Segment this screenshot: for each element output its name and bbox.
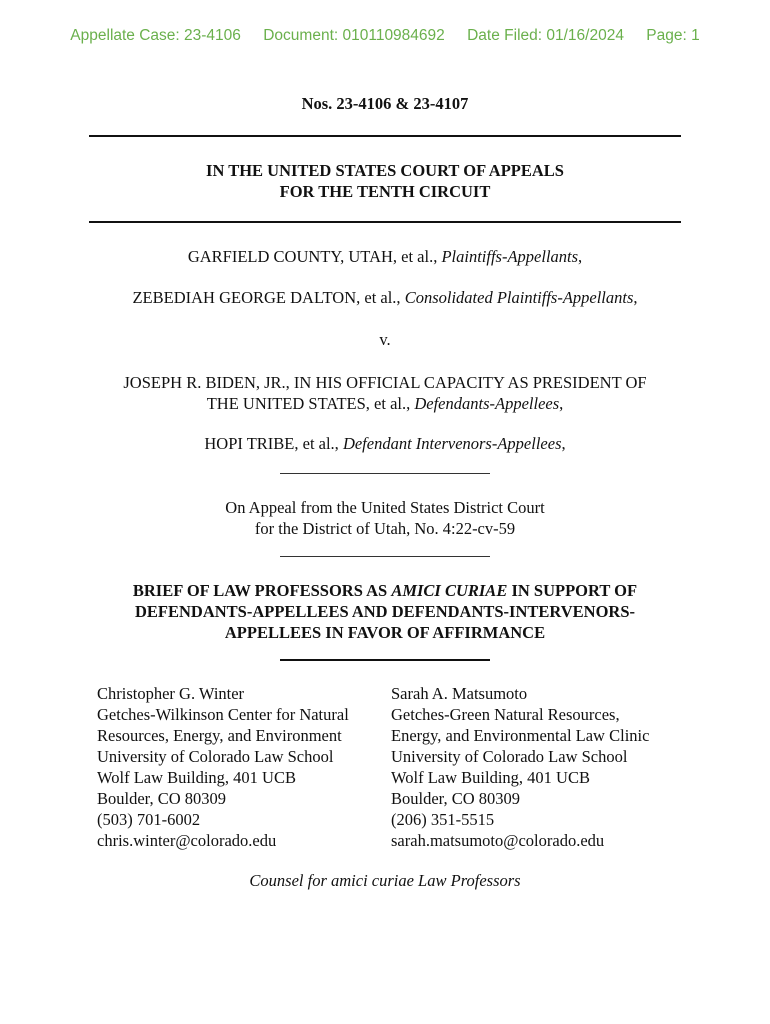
- counsel-school: University of Colorado Law School: [391, 747, 628, 766]
- page-number-stamp: Page: 1: [646, 27, 700, 44]
- brief-title-line2: DEFENDANTS-APPELLEES AND DEFENDANTS-INTERVENORS-: [135, 602, 635, 621]
- appeal-line2: for the District of Utah, No. 4:22-cv-59: [254, 519, 516, 538]
- date-filed-stamp: Date Filed: 01/16/2024: [467, 27, 624, 44]
- brief-title: [0, 580, 770, 643]
- party-name-line1: JOSEPH R. BIDEN, JR., IN HIS OFFICIAL CAPACITY AS PRESIDENT OF: [123, 373, 647, 392]
- party-name-line2: [0, 393, 770, 414]
- party-role: Plaintiffs-Appellants: [441, 247, 579, 266]
- counsel-email: chris.winter@colorado.edu: [97, 831, 277, 850]
- party-defendant-1: [0, 372, 770, 414]
- brief-title-text: BRIEF OF LAW PROFESSORS AS: [132, 581, 392, 600]
- party-name: GARFIELD COUNTY, UTAH, et al.,: [187, 247, 442, 266]
- party-role: Defendant Intervenors-Appellees: [342, 434, 562, 453]
- counsel-phone: (503) 701-6002: [97, 810, 201, 829]
- party-separator: ,: [633, 288, 638, 307]
- party-separator: ,: [559, 394, 564, 413]
- party-name: ZEBEDIAH GEORGE DALTON, et al.,: [132, 288, 405, 307]
- court-name: [0, 160, 770, 202]
- case-number-stamp: Appellate Case: 23-4106: [70, 27, 241, 44]
- versus: v.: [379, 330, 391, 349]
- counsel-address: Wolf Law Building, 401 UCB: [97, 768, 296, 787]
- party-separator: ,: [561, 434, 566, 453]
- case-numbers: Nos. 23-4106 & 23-4107: [301, 94, 469, 113]
- separator-line: [280, 473, 490, 474]
- appeal-info: [0, 497, 770, 539]
- court-rule: [89, 221, 681, 223]
- counsel-address: Wolf Law Building, 401 UCB: [391, 768, 590, 787]
- counsel-affiliation: Resources, Energy, and Environment: [97, 726, 342, 745]
- party-intervenor: [0, 434, 770, 454]
- party-role: Defendants-Appellees: [414, 394, 560, 413]
- counsel-left-block: [97, 683, 349, 851]
- brief-title-line1: [0, 580, 770, 601]
- brief-title-amici: AMICI CURIAE: [391, 581, 508, 600]
- party-plaintiff-1: [0, 247, 770, 267]
- filing-header: [0, 27, 770, 45]
- counsel-right-block: [391, 683, 649, 851]
- court-name-line1: IN THE UNITED STATES COURT OF APPEALS: [206, 161, 564, 180]
- party-separator: ,: [578, 247, 583, 266]
- separator-line: [280, 556, 490, 557]
- separator-line: [280, 659, 490, 661]
- brief-title-line3: APPELLEES IN FAVOR OF AFFIRMANCE: [224, 623, 546, 642]
- counsel-name: Christopher G. Winter: [97, 684, 245, 703]
- appeal-line1: On Appeal from the United States District Court: [225, 498, 545, 517]
- party-plaintiff-2: [0, 288, 770, 308]
- counsel-school: University of Colorado Law School: [97, 747, 334, 766]
- brief-title-text: IN SUPPORT OF: [507, 581, 638, 600]
- counsel-city: Boulder, CO 80309: [97, 789, 227, 808]
- top-rule: [89, 135, 681, 137]
- counsel-phone: (206) 351-5515: [391, 810, 495, 829]
- party-name: HOPI TRIBE, et al.,: [204, 434, 343, 453]
- counsel-affiliation: Energy, and Environmental Law Clinic: [391, 726, 650, 745]
- counsel-email: sarah.matsumoto@colorado.edu: [391, 831, 605, 850]
- party-role: Consolidated Plaintiffs-Appellants: [404, 288, 634, 307]
- counsel-affiliation: Getches-Green Natural Resources,: [391, 705, 620, 724]
- court-name-line2: FOR THE TENTH CIRCUIT: [279, 182, 491, 201]
- party-name: THE UNITED STATES, et al.,: [206, 394, 415, 413]
- document-number-stamp: Document: 010110984692: [263, 27, 445, 44]
- counsel-for: Counsel for amici curiae Law Professors: [249, 871, 521, 890]
- counsel-name: Sarah A. Matsumoto: [391, 684, 528, 703]
- counsel-affiliation: Getches-Wilkinson Center for Natural: [97, 705, 349, 724]
- counsel-city: Boulder, CO 80309: [391, 789, 521, 808]
